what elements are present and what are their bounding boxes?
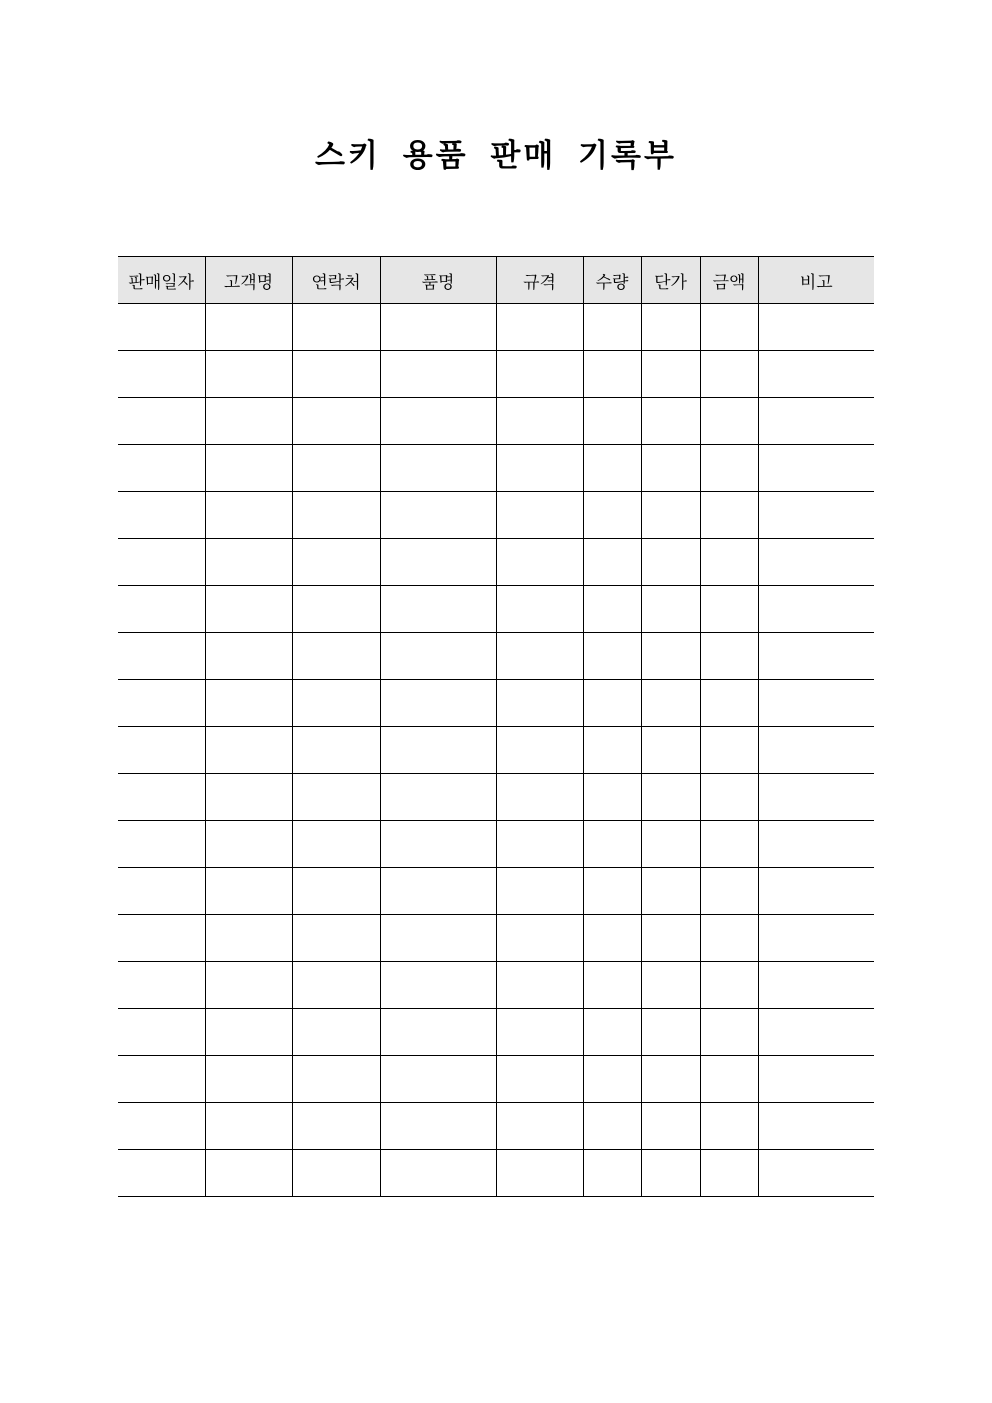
- table-cell[interactable]: [118, 539, 205, 586]
- table-row: [118, 304, 874, 351]
- table-cell[interactable]: [700, 1009, 758, 1056]
- table-cell[interactable]: [118, 633, 205, 680]
- table-cell[interactable]: [583, 1009, 641, 1056]
- table-cell[interactable]: [205, 539, 292, 586]
- table-cell[interactable]: [380, 398, 496, 445]
- table-cell[interactable]: [583, 586, 641, 633]
- table-row: [118, 398, 874, 445]
- table-cell[interactable]: [205, 727, 292, 774]
- table-cell[interactable]: [118, 398, 205, 445]
- table-cell[interactable]: [118, 868, 205, 915]
- table-cell[interactable]: [700, 445, 758, 492]
- table-cell[interactable]: [758, 821, 874, 868]
- table-row: [118, 1150, 874, 1197]
- table-cell[interactable]: [583, 1150, 641, 1197]
- table-cell[interactable]: [758, 445, 874, 492]
- table-cell[interactable]: [758, 539, 874, 586]
- table-cell[interactable]: [641, 539, 700, 586]
- table-cell[interactable]: [583, 915, 641, 962]
- table-cell[interactable]: [641, 586, 700, 633]
- table-cell[interactable]: [380, 821, 496, 868]
- table-cell[interactable]: [380, 633, 496, 680]
- table-cell[interactable]: [496, 868, 583, 915]
- table-cell[interactable]: [496, 351, 583, 398]
- table-cell[interactable]: [205, 680, 292, 727]
- table-cell[interactable]: [641, 680, 700, 727]
- table-cell[interactable]: [700, 398, 758, 445]
- column-header-specification: 규격: [496, 257, 583, 304]
- table-cell[interactable]: [292, 680, 380, 727]
- table-row: [118, 1009, 874, 1056]
- table-row: [118, 962, 874, 1009]
- table-cell[interactable]: [758, 1056, 874, 1103]
- table-cell[interactable]: [205, 821, 292, 868]
- table-cell[interactable]: [292, 727, 380, 774]
- table-cell[interactable]: [205, 445, 292, 492]
- table-cell[interactable]: [380, 915, 496, 962]
- table-cell[interactable]: [758, 1103, 874, 1150]
- table-cell[interactable]: [583, 492, 641, 539]
- table-cell[interactable]: [641, 445, 700, 492]
- table-cell[interactable]: [758, 304, 874, 351]
- table-cell[interactable]: [205, 633, 292, 680]
- table-cell[interactable]: [700, 633, 758, 680]
- table-cell[interactable]: [118, 680, 205, 727]
- table-cell[interactable]: [205, 962, 292, 1009]
- table-cell[interactable]: [700, 915, 758, 962]
- table-cell[interactable]: [380, 962, 496, 1009]
- table-cell[interactable]: [758, 1009, 874, 1056]
- table-cell[interactable]: [118, 1150, 205, 1197]
- column-header-sale-date: 판매일자: [118, 257, 205, 304]
- table-cell[interactable]: [380, 539, 496, 586]
- table-cell[interactable]: [292, 351, 380, 398]
- table-cell[interactable]: [758, 774, 874, 821]
- table-cell[interactable]: [758, 633, 874, 680]
- table-cell[interactable]: [496, 492, 583, 539]
- table-cell[interactable]: [380, 304, 496, 351]
- column-header-quantity: 수량: [583, 257, 641, 304]
- table-cell[interactable]: [641, 774, 700, 821]
- table-cell[interactable]: [380, 492, 496, 539]
- table-cell[interactable]: [583, 1103, 641, 1150]
- table-cell[interactable]: [292, 304, 380, 351]
- table-cell[interactable]: [496, 304, 583, 351]
- table-cell[interactable]: [205, 492, 292, 539]
- table-row: [118, 445, 874, 492]
- table-cell[interactable]: [496, 962, 583, 1009]
- table-cell[interactable]: [118, 586, 205, 633]
- table-cell[interactable]: [205, 1150, 292, 1197]
- table-cell[interactable]: [205, 1103, 292, 1150]
- table-cell[interactable]: [292, 1009, 380, 1056]
- column-header-unit-price: 단가: [641, 257, 700, 304]
- table-row: [118, 727, 874, 774]
- table-cell[interactable]: [380, 774, 496, 821]
- table-cell[interactable]: [292, 586, 380, 633]
- table-cell[interactable]: [641, 962, 700, 1009]
- table-cell[interactable]: [583, 727, 641, 774]
- table-cell[interactable]: [205, 351, 292, 398]
- table-cell[interactable]: [496, 633, 583, 680]
- table-cell[interactable]: [641, 821, 700, 868]
- table-cell[interactable]: [496, 1009, 583, 1056]
- table-cell[interactable]: [583, 304, 641, 351]
- table-cell[interactable]: [641, 915, 700, 962]
- table-cell[interactable]: [583, 445, 641, 492]
- table-cell[interactable]: [292, 774, 380, 821]
- table-cell[interactable]: [205, 915, 292, 962]
- table-cell[interactable]: [292, 398, 380, 445]
- table-cell[interactable]: [292, 633, 380, 680]
- table-row: [118, 1056, 874, 1103]
- column-header-customer-name: 고객명: [205, 257, 292, 304]
- table-cell[interactable]: [641, 1103, 700, 1150]
- table-cell[interactable]: [583, 1056, 641, 1103]
- table-cell[interactable]: [700, 1150, 758, 1197]
- table-cell[interactable]: [118, 727, 205, 774]
- table-cell[interactable]: [496, 1056, 583, 1103]
- table-cell[interactable]: [496, 821, 583, 868]
- table-cell[interactable]: [118, 962, 205, 1009]
- table-row: [118, 586, 874, 633]
- table-row: [118, 633, 874, 680]
- table-cell[interactable]: [496, 398, 583, 445]
- table-cell[interactable]: [641, 1056, 700, 1103]
- table-cell[interactable]: [380, 1150, 496, 1197]
- table-row: [118, 868, 874, 915]
- table-cell[interactable]: [118, 492, 205, 539]
- table-cell[interactable]: [380, 445, 496, 492]
- table-cell[interactable]: [700, 821, 758, 868]
- table-cell[interactable]: [205, 304, 292, 351]
- table-cell[interactable]: [700, 774, 758, 821]
- table-row: [118, 492, 874, 539]
- table-cell[interactable]: [496, 445, 583, 492]
- table-cell[interactable]: [205, 1009, 292, 1056]
- table-row: [118, 680, 874, 727]
- table-cell[interactable]: [583, 821, 641, 868]
- table-cell[interactable]: [758, 1150, 874, 1197]
- table-cell[interactable]: [292, 539, 380, 586]
- table-cell[interactable]: [583, 633, 641, 680]
- table-row: [118, 539, 874, 586]
- table-cell[interactable]: [118, 774, 205, 821]
- column-header-item-name: 품명: [380, 257, 496, 304]
- table-cell[interactable]: [641, 1150, 700, 1197]
- table-cell[interactable]: [700, 586, 758, 633]
- table-cell[interactable]: [205, 868, 292, 915]
- table-cell[interactable]: [496, 680, 583, 727]
- table-cell[interactable]: [641, 492, 700, 539]
- table-cell[interactable]: [641, 304, 700, 351]
- table-cell[interactable]: [758, 868, 874, 915]
- table-cell[interactable]: [292, 962, 380, 1009]
- table-cell[interactable]: [758, 680, 874, 727]
- table-cell[interactable]: [205, 774, 292, 821]
- table-cell[interactable]: [758, 492, 874, 539]
- table-header-row: [118, 257, 874, 304]
- table-cell[interactable]: [380, 680, 496, 727]
- table-cell[interactable]: [700, 680, 758, 727]
- table-cell[interactable]: [380, 586, 496, 633]
- table-cell[interactable]: [292, 1150, 380, 1197]
- table-cell[interactable]: [496, 727, 583, 774]
- table-cell[interactable]: [380, 351, 496, 398]
- table-cell[interactable]: [641, 868, 700, 915]
- table-cell[interactable]: [700, 727, 758, 774]
- table-cell[interactable]: [583, 398, 641, 445]
- table-cell[interactable]: [118, 304, 205, 351]
- table-cell[interactable]: [758, 915, 874, 962]
- table-cell[interactable]: [380, 1103, 496, 1150]
- table-cell[interactable]: [118, 1103, 205, 1150]
- table-cell[interactable]: [380, 727, 496, 774]
- table-cell[interactable]: [380, 1009, 496, 1056]
- table-cell[interactable]: [118, 915, 205, 962]
- table-cell[interactable]: [292, 1103, 380, 1150]
- table-cell[interactable]: [205, 586, 292, 633]
- table-cell[interactable]: [118, 1009, 205, 1056]
- table-cell[interactable]: [205, 1056, 292, 1103]
- table-cell[interactable]: [292, 868, 380, 915]
- column-header-contact: 연락처: [292, 257, 380, 304]
- column-header-amount: 금액: [700, 257, 758, 304]
- table-cell[interactable]: [641, 727, 700, 774]
- table-cell[interactable]: [700, 539, 758, 586]
- table-cell[interactable]: [700, 304, 758, 351]
- table-cell[interactable]: [583, 962, 641, 1009]
- table-cell[interactable]: [641, 1009, 700, 1056]
- table-cell[interactable]: [496, 539, 583, 586]
- table-cell[interactable]: [583, 351, 641, 398]
- page-title: 스키 용품 판매 기록부: [315, 138, 677, 174]
- table-cell[interactable]: [496, 1150, 583, 1197]
- table-cell[interactable]: [292, 821, 380, 868]
- table-cell[interactable]: [758, 586, 874, 633]
- table-cell[interactable]: [118, 445, 205, 492]
- table-row: [118, 915, 874, 962]
- table-cell[interactable]: [758, 351, 874, 398]
- table-cell[interactable]: [292, 445, 380, 492]
- table-cell[interactable]: [700, 1103, 758, 1150]
- table-cell[interactable]: [758, 727, 874, 774]
- table-cell[interactable]: [118, 1056, 205, 1103]
- table-row: [118, 821, 874, 868]
- table-cell[interactable]: [496, 586, 583, 633]
- table-row: [118, 1103, 874, 1150]
- table-cell[interactable]: [118, 821, 205, 868]
- table-cell[interactable]: [583, 680, 641, 727]
- table-cell[interactable]: [496, 915, 583, 962]
- table-row: [118, 774, 874, 821]
- table-cell[interactable]: [700, 1056, 758, 1103]
- table-cell[interactable]: [583, 539, 641, 586]
- table-cell[interactable]: [758, 398, 874, 445]
- table-cell[interactable]: [700, 351, 758, 398]
- table-cell[interactable]: [641, 398, 700, 445]
- table-cell[interactable]: [700, 962, 758, 1009]
- table-cell[interactable]: [380, 1056, 496, 1103]
- table-cell[interactable]: [205, 398, 292, 445]
- table-cell[interactable]: [292, 492, 380, 539]
- table-cell[interactable]: [758, 962, 874, 1009]
- table-cell[interactable]: [700, 492, 758, 539]
- table-cell[interactable]: [641, 633, 700, 680]
- table-cell[interactable]: [496, 774, 583, 821]
- table-cell[interactable]: [700, 868, 758, 915]
- table-row: [118, 351, 874, 398]
- column-header-remarks: 비고: [758, 257, 874, 304]
- table-cell[interactable]: [292, 915, 380, 962]
- table-cell[interactable]: [496, 1103, 583, 1150]
- sales-record-table: [118, 256, 874, 1197]
- table-cell[interactable]: [583, 868, 641, 915]
- table-cell[interactable]: [641, 351, 700, 398]
- table-cell[interactable]: [583, 774, 641, 821]
- table-cell[interactable]: [292, 1056, 380, 1103]
- table-body: [118, 304, 874, 1197]
- table-cell[interactable]: [118, 351, 205, 398]
- table-cell[interactable]: [380, 868, 496, 915]
